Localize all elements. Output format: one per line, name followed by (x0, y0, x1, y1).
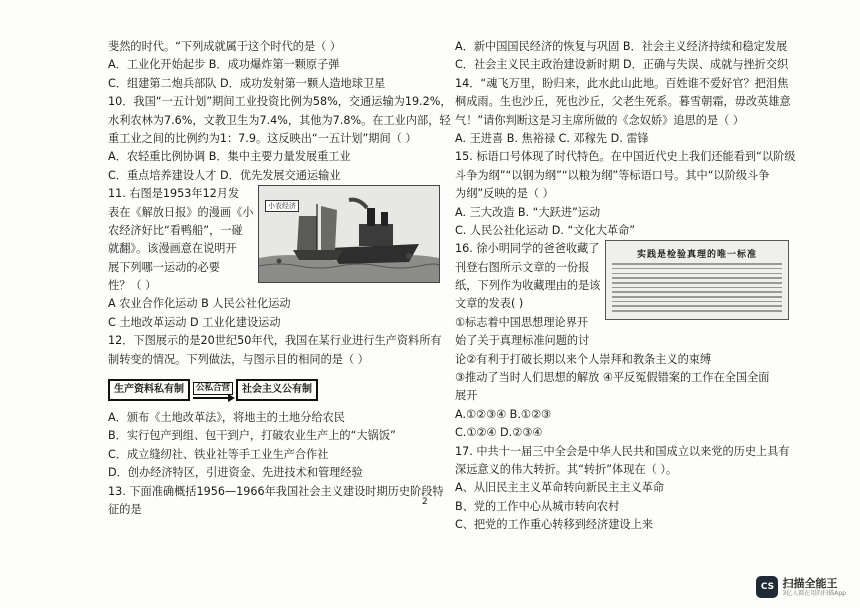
question-14-line: 气！”请你判断这是习主席所做的《念奴娇》追思的是（ ） (455, 113, 745, 127)
camscanner-logo-icon: CS (756, 576, 778, 598)
question-17-line: 深远意义的伟大转折。其“转折”体现在（ ）。 (455, 462, 678, 476)
flow-private-ownership: 生产资料私有制 (108, 379, 190, 401)
question-10-line: 重工业之间的比例约为1：7.9。这反映出“一五计划”期间（ ） (108, 131, 417, 145)
question-11 (108, 185, 458, 295)
option-line: D．创办经济特区，引进资金、先进技术和管理经验 (108, 466, 363, 480)
question-16-line: 始了关于真理标准问题的讨 (455, 334, 590, 348)
question-10-line: 10．我国“一五计划”期间工业投资比例为58%，交通运输为19.2%， (108, 95, 452, 109)
option-line: C．组建第二炮兵部队 D．成功发射第一颗人造地球卫星 (108, 76, 386, 90)
page-number: 2 (422, 497, 428, 507)
cartoon-image (258, 185, 440, 283)
right-column (455, 38, 795, 535)
question-10-line: 水利农林为7.6%，文教卫生为7.4%，其他为7.8%。在工业内部，轻 (108, 113, 451, 127)
option-line: B、党的工作中心从城市转向农村 (455, 499, 620, 513)
option-line: A．农轻重比例协调 B．集中主要力量发展重工业 (108, 150, 351, 164)
question-15-line: 15. 标语口号体现了时代特色。在中国近代史上我们还能看到“以阶级 (455, 150, 796, 164)
option-line: A、从旧民主主义革命转向新民主主义革命 (455, 481, 665, 495)
question-17-line: 17. 中共十一届三中全会是中华人民共和国成立以来党的历史上具有 (455, 444, 790, 458)
question-12-line: 12．下图展示的是20世纪50年代，我国在某行业进行生产资料所有 (108, 334, 442, 348)
brand-subtitle: 3亿人都在用的扫描App (782, 589, 846, 597)
question-16-line: 展开 (455, 389, 478, 403)
option-line: C. 人民公社化运动 D. “文化大革命” (455, 223, 636, 237)
option-line: B．实行包产到组、包干到户，打破农业生产上的“大锅饭” (108, 429, 396, 443)
option-line: A．颁布《土地改革法》，将地主的土地分给农民 (108, 411, 345, 425)
option-line: A 农业合作化运动 B 人民公社化运动 (108, 297, 291, 311)
question-13-line: 13. 下面准确概括1956—1966年我国社会主义建设时期历史阶段特 (108, 484, 444, 498)
question-16-line: ③推动了当时人们思想的解放 ④平反冤假错案的工作在全国全面 (455, 371, 770, 385)
question-16-line: 论②有利于打破长期以来个人崇拜和教条主义的束缚 (455, 352, 712, 366)
brand-text (782, 577, 846, 598)
question-16-line: 文章的发表( ) (455, 297, 524, 311)
option-line: C.①②④ D.②③④ (455, 426, 543, 440)
question-16 (455, 240, 795, 350)
question-16-line: 16. 徐小明同学的爸爸收藏了 (455, 242, 600, 256)
option-line: A．新中国国民经济的恢复与巩固 B．社会主义经济持续和稳定发展 (455, 40, 788, 53)
ownership-flow-diagram (108, 375, 458, 405)
question-11-line: 性？（ ） (108, 279, 157, 293)
question-16-line: 刊登右图所示文章的一份报 (455, 260, 590, 274)
flow-public-ownership: 社会主义公有制 (236, 379, 318, 401)
question-16-line: 纸，下列作为收藏理由的是该 (455, 279, 601, 293)
arrow-right-icon (193, 397, 233, 399)
flow-arrow-label: 公私合营 (193, 382, 233, 395)
flow-arrow (193, 382, 233, 399)
left-column (108, 38, 458, 519)
question-11-line: 农经济好比“看鸭船”，一碰 (108, 223, 243, 237)
option-line: A. 三大改造 B. “大跃进”运动 (455, 205, 601, 219)
question-15-line: 为纲”反映的是（ ） (455, 187, 554, 201)
question-14-line: 14．“魂飞万里，盼归来，此水此山此地。百姓谁不爱好官？把泪焦 (455, 76, 789, 90)
option-line: C、把党的工作重心转移到经济建设上来 (455, 518, 654, 532)
question-14-line: 桐成雨。生也沙丘，死也沙丘，父老生死系。暮雪朝霜，毋改英雄意 (455, 95, 791, 109)
option-line: C．重点培养建设人才 D．优先发展交通运输业 (108, 168, 341, 182)
option-line: A.①②③④ B.①②③ (455, 407, 552, 421)
newspaper-image (605, 240, 789, 320)
cartoon-label: 小农经济 (265, 200, 299, 212)
newspaper-text-block (612, 263, 782, 315)
question-15-line: 斗争为纲”“以钢为纲”“以粮为纲”等标语口号。其中“以阶级斗争 (455, 168, 770, 182)
option-line: C 土地改革运动 D 工业化建设运动 (108, 315, 281, 329)
question-12-line: 制转变的情况。下列做法，与图示目的相同的是（ ） (108, 352, 369, 366)
question-16-line: ①标志着中国思想理论界开 (455, 315, 589, 329)
text-line: 斐然的时代。“下列成就属于这个时代的是（ ） (108, 40, 342, 53)
question-11-line: 11. 右图是1953年12月发 (108, 187, 240, 201)
question-11-line: 就翻》。该漫画意在说明开 (108, 242, 237, 256)
option-line: A. 王进喜 B. 焦裕禄 C. 邓稼先 D. 雷锋 (455, 131, 649, 145)
brand-name: 扫描全能王 (782, 576, 838, 590)
option-line: C．社会主义民主政治建设新时期 D．正确与失误、成就与挫折交织 (455, 58, 789, 72)
option-line: A．工业化开始起步 B．成功爆炸第一颗原子弹 (108, 58, 340, 72)
question-11-line: 展下列哪一运动的必要 (108, 260, 220, 274)
question-13-line: 征的是 (108, 502, 142, 516)
question-11-line: 表在《解放日报》的漫画《小 (108, 205, 254, 219)
option-line: C．成立缝纫社、铁业社等手工业生产合作社 (108, 447, 329, 461)
newspaper-title: 实践是检验真理的唯一标准 (636, 250, 757, 261)
scanner-watermark (756, 576, 846, 598)
